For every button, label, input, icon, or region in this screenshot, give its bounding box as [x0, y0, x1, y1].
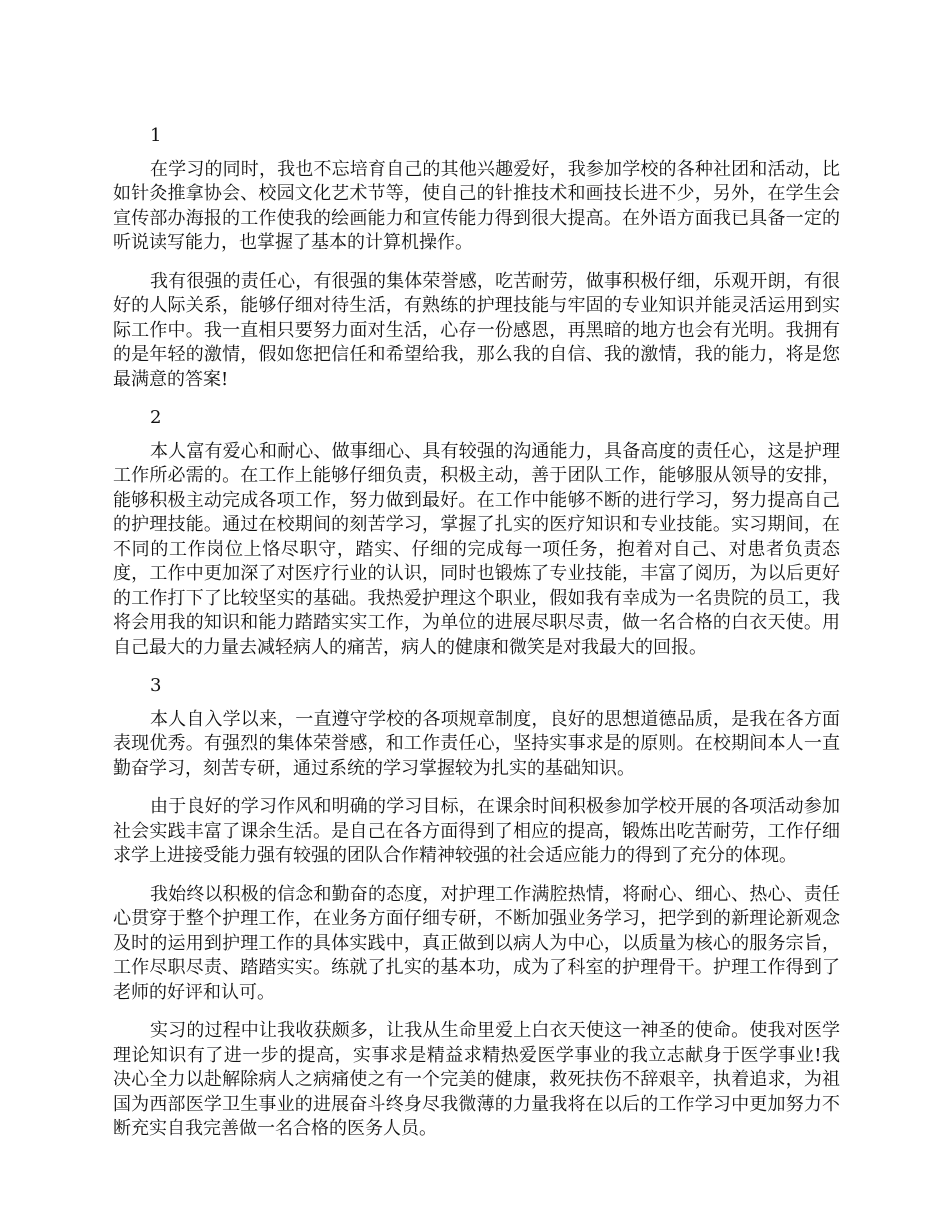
- paragraph: 本人富有爱心和耐心、做事细心、具有较强的沟通能力，具备高度的责任心，这是护理工作所必需的。在工作上能够仔细负责，积极主动，善于团队工作，能够服从领导的安排，能够积极主动完成各项工作，努力做到最好。在工作中能够不断的进行学习，努力提高自己的护理技能。通过在校期间的刻苦学习，掌握了扎实的医疗知识和专业技能。实习期间，在不同的工作岗位上恪尽职守，踏实、仔细的完成每一项任务，抱着对自己、对患者负责态度，工作中更加深了对医疗行业的认识，同时也锻炼了专业技能，丰富了阅历，为以后更好的工作打下了比较坚实的基础。我热爱护理这个职业，假如我有幸成为一名贵院的员工，我将会用我的知识和能力踏踏实实工作，为单位的进展尽职尽责，做一名合格的白衣天使。用自己最大的力量去减轻病人的痛苦，病人的健康和微笑是对我最大的回报。: [113, 440, 840, 658]
- section-number-1: 1: [150, 125, 162, 146]
- paragraph: 我始终以积极的信念和勤奋的态度，对护理工作满腔热情，将耐心、细心、热心、责任心贯穿于整个护理工作，在业务方面仔细专研，不断加强业务学习，把学到的新理论新观念及时的运用到护理工作的具体实践中，真正做到以病人为中心，以质量为核心的服务宗旨，工作尽职尽责、踏踏实实。练就了扎实的基本功，成为了科室的护理骨干。护理工作得到了老师的好评和认可。: [113, 883, 840, 1003]
- paragraph: 由于良好的学习作风和明确的学习目标，在课余时间积极参加学校开展的各项活动参加社会实践丰富了课余生活。是自己在各方面得到了相应的提高，锻炼出吃苦耐劳，工作仔细求学上进接受能力强有较强的团队合作精神较强的社会适应能力的得到了充分的体现。: [113, 796, 840, 866]
- section-number-2: 2: [150, 407, 162, 428]
- paragraph: 本人自入学以来，一直遵守学校的各项规章制度，良好的思想道德品质，是我在各方面表现优秀。有强烈的集体荣誉感，和工作责任心，坚持实事求是的原则。在校期间本人一直勤奋学习，刻苦专研，通过系统的学习掌握较为扎实的基础知识。: [113, 708, 840, 779]
- document-body: [113, 124, 840, 1156]
- paragraph: 我有很强的责任心，有很强的集体荣誉感，吃苦耐劳，做事积极仔细，乐观开朗，有很好的人际关系，能够仔细对待生活，有熟练的护理技能与牢固的专业知识并能灵活运用到实际工作中。我一直相只要努力面对生活，心存一份感恩，再黑暗的地方也会有光明。我拥有的是年轻的激情，假如您把信任和希望给我，那么我的自信、我的激情，我的能力，将是您最满意的答案!: [113, 270, 840, 390]
- paragraph: 实习的过程中让我收获颇多，让我从生命里爱上白衣天使这一神圣的使命。使我对医学理论知识有了进一步的提高，实事求是精益求精热爱医学事业的我立志献身于医学事业!我决心全力以赴解除病人之病痛使之有一个完美的健康，救死扶伤不辞艰辛，执着追求，为祖国为西部医学卫生事业的进展奋斗终身尽我微薄的力量我将在以后的工作学习中更加努力不断充实自我完善做一名合格的医务人员。: [113, 1020, 840, 1139]
- section-number-3: 3: [150, 675, 162, 696]
- paragraph: 在学习的同时，我也不忘培育自己的其他兴趣爱好，我参加学校的各种社团和活动，比如针灸推拿协会、校园文化艺术节等，使自己的针推技术和画技长进不少，另外，在学生会宣传部办海报的工作使我的绘画能力和宣传能力得到很大提高。在外语方面我已具备一定的听说读写能力，也掌握了基本的计算机操作。: [113, 158, 840, 253]
